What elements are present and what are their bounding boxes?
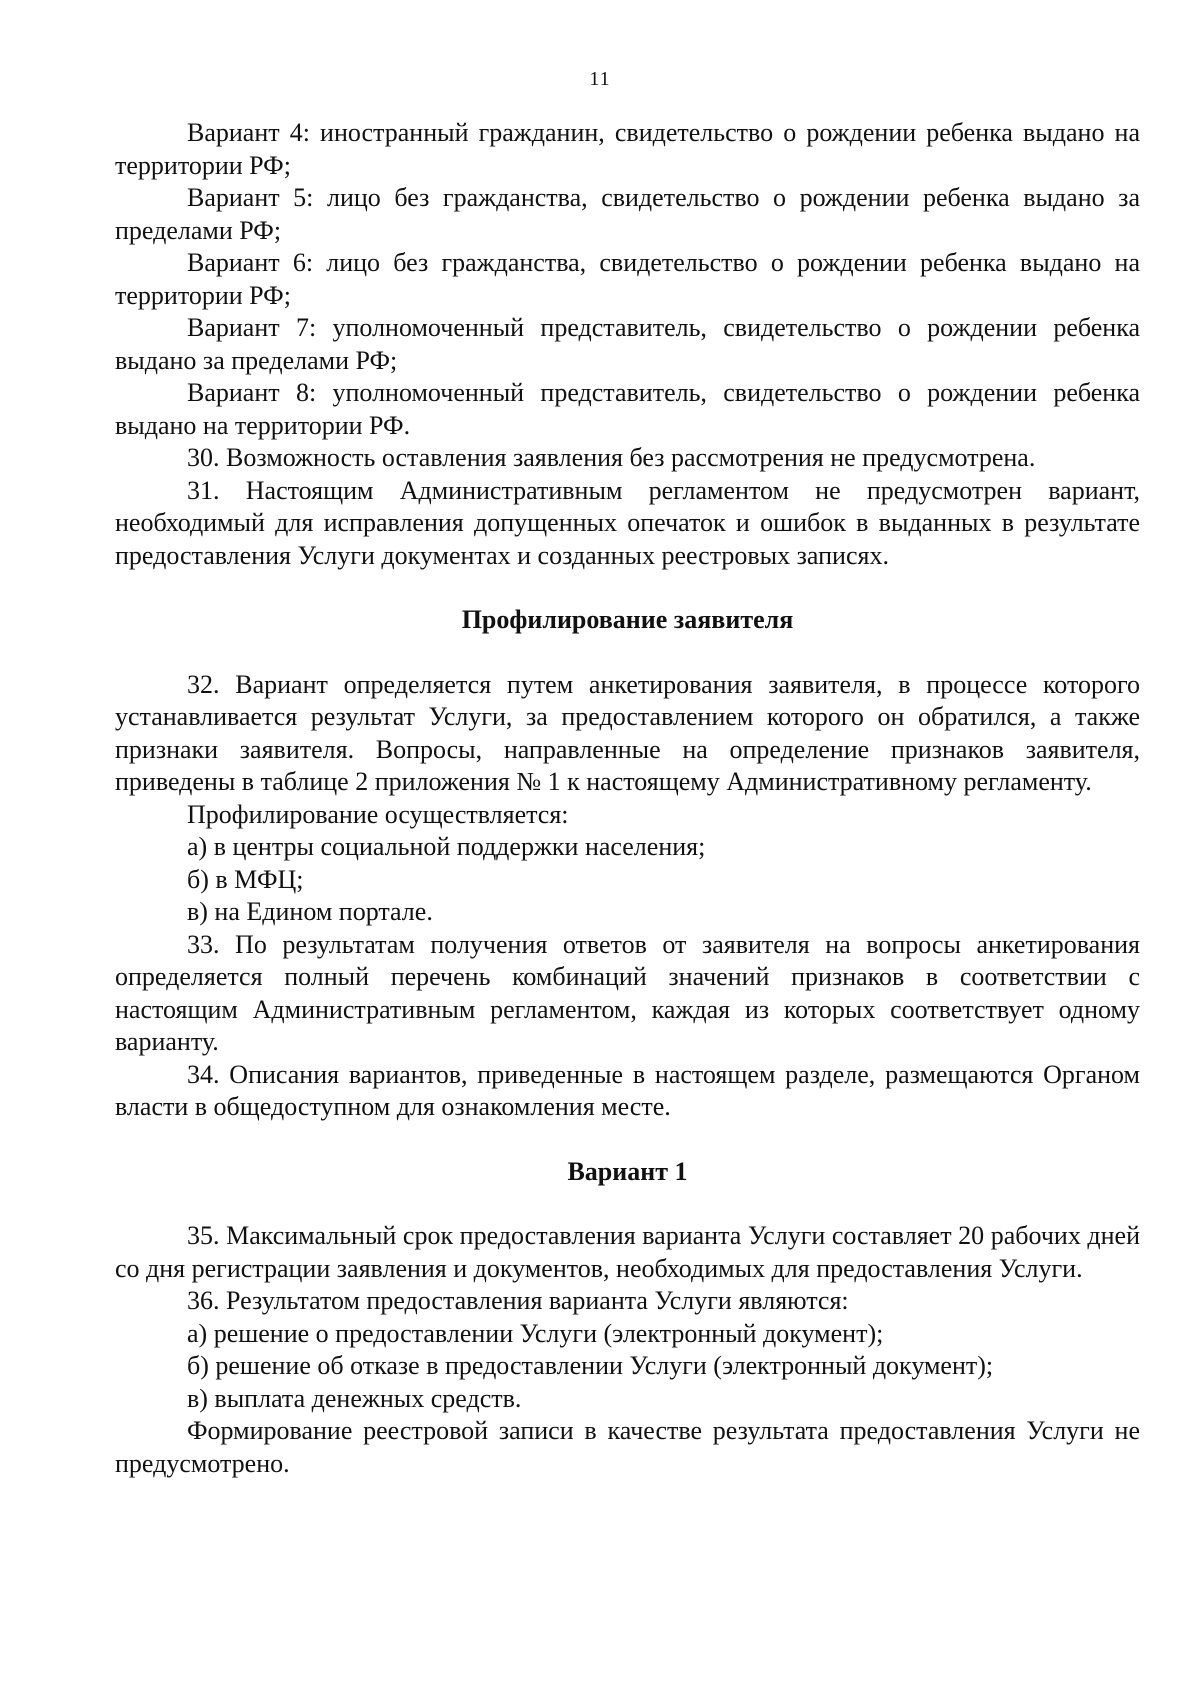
result-item-v: в) выплата денежных средств. (187, 1383, 522, 1413)
list-item-b: б) в МФЦ; (187, 864, 304, 894)
paragraph-31: 31. Настоящим Административным регламентом не предусмотрен вариант, необходимый для исправления допущенных опечаток и ошибок в выданных в результате предоставления Услуги документах и созданных реестровых записях. (115, 475, 1140, 570)
paragraph-30: 30. Возможность оставления заявления без рассмотрения не предусмотрена. (187, 443, 1036, 472)
paragraph-variant-4: Вариант 4: иностранный гражданин, свидетельство о рождении ребенка выдано на территории РФ; (115, 118, 1140, 180)
heading-profiling: Профилирование заявителя (461, 605, 794, 634)
paragraph-36: 36. Результатом предоставления варианта Услуги являются: (187, 1286, 849, 1315)
paragraph-32: 32. Вариант определяется путем анкетирования заявителя, в процессе которого устанавливается результат Услуги, за предоставлением которого он обратился, а также признаки заявителя. Вопросы, направленные на определение признаков заявителя, приведены в таблице 2 приложения № 1 к настоящему Административному регламенту. (115, 669, 1140, 796)
result-item-b: б) решение об отказе в предоставлении Услуги (электронный документ); (187, 1351, 994, 1380)
paragraph-33: 33. По результатам получения ответов от заявителя на вопросы анкетирования определяется полный перечень комбинаций значений признаков в соответствии с настоящим Административным регламентом, каждая из которых соответствует одному варианту. (115, 929, 1140, 1056)
paragraph-profiling-intro: Профилирование осуществляется: (187, 799, 569, 829)
paragraph-35: 35. Максимальный срок предоставления варианта Услуги составляет 20 рабочих дней со дня регистрации заявления и документов, необходимых для предоставления Услуги. (115, 1221, 1140, 1283)
paragraph-variant-7: Вариант 7: уполномоченный представитель, свидетельство о рождении ребенка выдано за пределами РФ; (115, 313, 1140, 375)
result-item-a: а) решение о предоставлении Услуги (электронный документ); (187, 1318, 884, 1348)
page-number: 11 (589, 68, 611, 90)
paragraph-34: 34. Описания вариантов, приведенные в настоящем разделе, размещаются Органом власти в общедоступном для ознакомления месте. (115, 1059, 1140, 1121)
list-item-a: а) в центры социальной поддержки населения; (187, 832, 706, 861)
heading-variant-1: Вариант 1 (567, 1156, 688, 1186)
paragraph-variant-6: Вариант 6: лицо без гражданства, свидетельство о рождении ребенка выдано на территории РФ; (115, 248, 1140, 310)
document-body (115, 117, 1140, 1480)
list-item-v: в) на Едином портале. (187, 897, 433, 926)
paragraph-variant-8: Вариант 8: уполномоченный представитель, свидетельство о рождении ребенка выдано на территории РФ. (115, 378, 1140, 440)
paragraph-registry-record: Формирование реестровой записи в качестве результата предоставления Услуги не предусмотрено. (115, 1416, 1140, 1478)
paragraph-variant-5: Вариант 5: лицо без гражданства, свидетельство о рождении ребенка выдано за пределами РФ; (115, 183, 1140, 245)
